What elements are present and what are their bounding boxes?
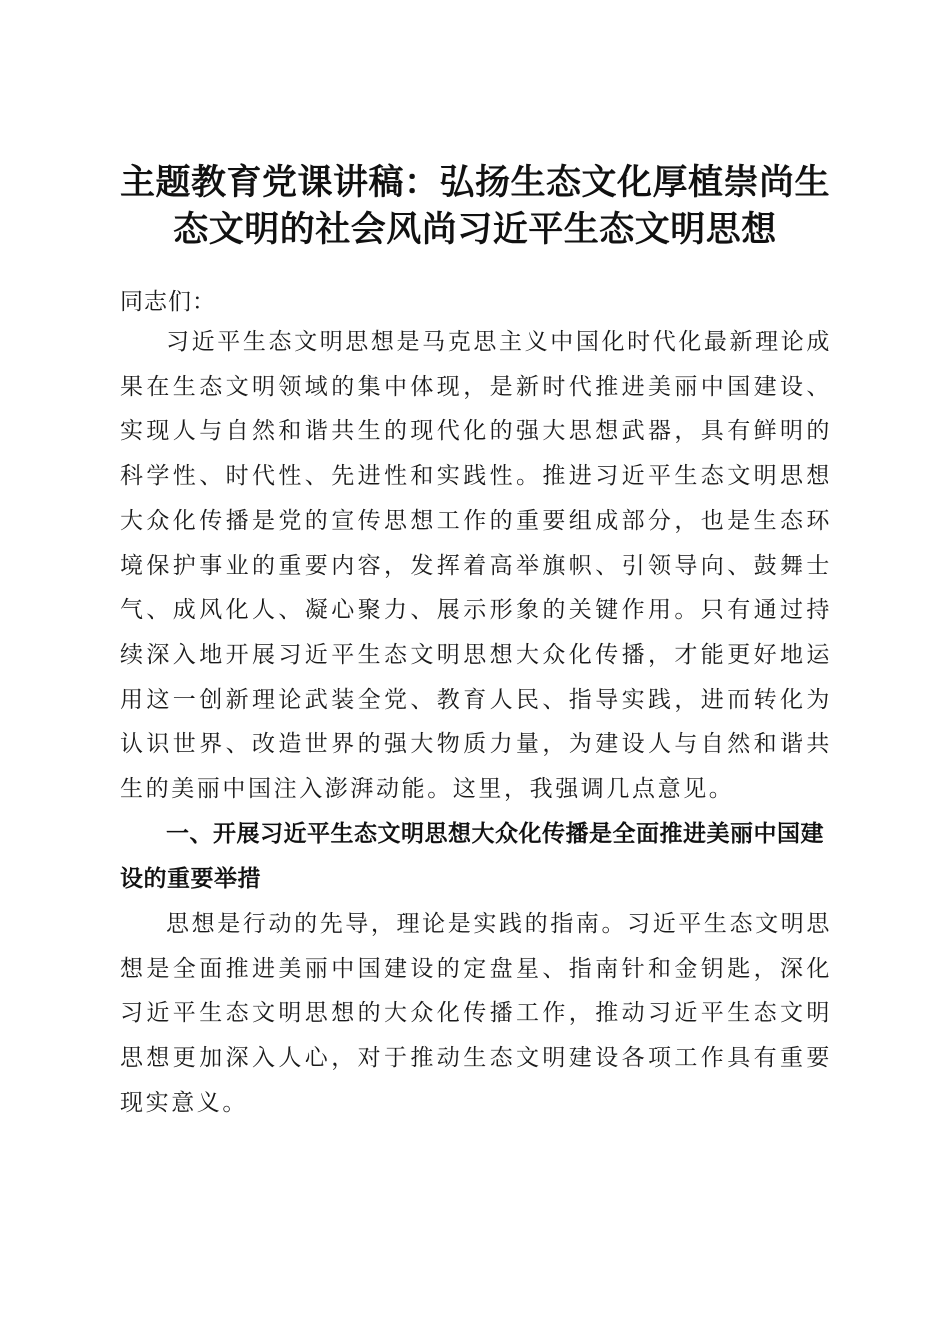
title-line-1: 主题教育党课讲稿：弘扬生态文化厚植崇尚生 [119, 162, 830, 204]
paragraph-1: 习近平生态文明思想是马克思主义中国化时代化最新理论成果在生态文明领域的集中体现，是新时代推进美丽中国建设、实现人与自然和谐共生的现代化的强大思想武器，具有鲜明的科学性、时代性、先进性和实践性。推进习近平生态文明思想大众化传播是党的宣传思想工作的重要组成部分，也是生态环境保护事业的重要内容，发挥着高举旗帜、引领导向、鼓舞士气、成风化人、凝心聚力、展示形象的关键作用。只有通过持续深入地开展习近平生态文明思想大众化传播，才能更好地运用这一创新理论武装全党、教育人民、指导实践，进而转化为认识世界、改造世界的强大物质力量，为建设人与自然和谐共生的美丽中国注入澎湃动能。这里，我强调几点意见。 [120, 329, 832, 803]
section-heading-1: 一、开展习近平生态文明思想大众化传播是全面推进美丽中国建设的重要举措 [120, 821, 824, 892]
document-title [100, 159, 850, 253]
salutation: 同志们： [120, 289, 216, 315]
paragraph-2: 思想是行动的先导，理论是实践的指南。习近平生态文明思想是全面推进美丽中国建设的定盘星、指南针和金钥匙，深化习近平生态文明思想的大众化传播工作，推动习近平生态文明思想更加深入人心，对于推动生态文明建设各项工作具有重要现实意义。 [120, 911, 832, 1116]
title-line-2: 态文明的社会风尚习近平生态文明思想 [173, 209, 777, 251]
